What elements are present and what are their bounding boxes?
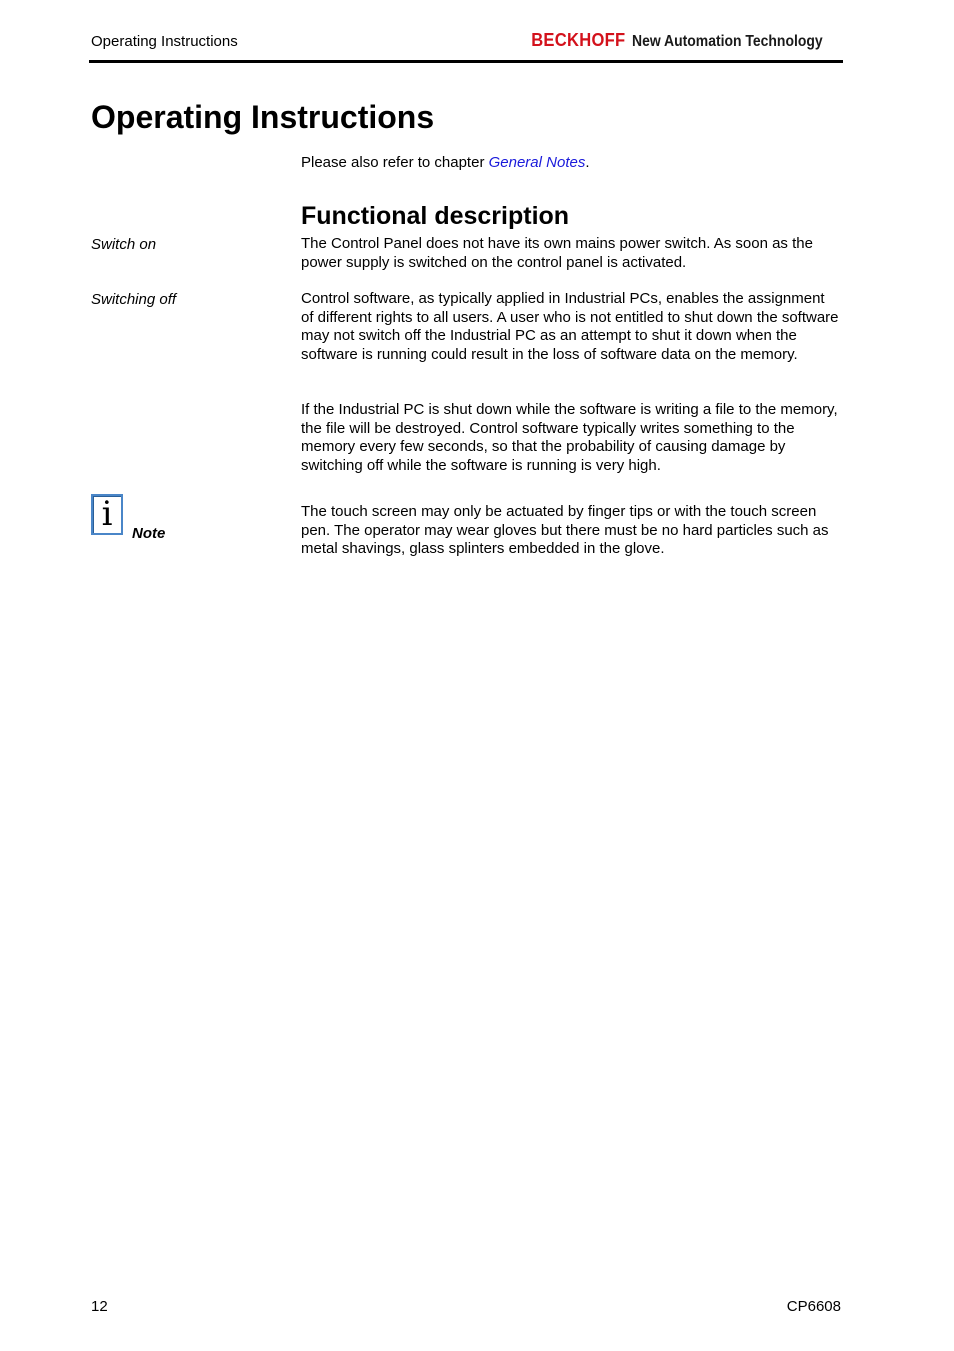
switching-off-text-2: If the Industrial PC is shut down while the software is writing a file to the memory, the file will be destroyed. Control software typically writes something to the memory every few seconds, so that the probability of causing damage by switching off while the software is running is very high. (301, 401, 838, 474)
switching-off-label: Switching off (91, 291, 177, 308)
product-name: CP6608 (786, 1298, 841, 1315)
switch-on-label: Switch on (91, 236, 157, 253)
switch-on-text: The Control Panel does not have its own mains power switch. As soon as the power supply is switched on the control panel is activated. (301, 235, 813, 271)
header-divider (89, 60, 843, 63)
general-notes-link[interactable]: General Notes (488, 154, 586, 171)
section-title: Functional description (301, 202, 570, 230)
brand-name: BECKHOFF (530, 30, 626, 50)
note-label: Note (132, 525, 166, 542)
switching-off-text-1: Control software, as typically applied in Industrial PCs, enables the assignment of different rights to all users. A user who is not entitled to shut down the software may not switch off the Industrial PC as an attempt to shut it down when the software is running could result in the loss of software data on the memory. (301, 290, 839, 363)
intro-prefix: Please also refer to chapter (301, 154, 489, 171)
note-text: The touch screen may only be actuated by finger tips or with the touch screen pen. The operator may wear gloves but there must be no hard particles such as metal shavings, glass splinters embedded in the glove. (301, 503, 829, 558)
page-number: 12 (91, 1298, 108, 1315)
brand-tagline: New Automation Technology (632, 33, 823, 50)
intro-suffix: . (585, 154, 590, 171)
intro-paragraph (301, 154, 841, 173)
header-section-title: Operating Instructions (91, 33, 238, 50)
brand-logo (523, 30, 844, 51)
page-title: Operating Instructions (91, 99, 435, 135)
info-icon (91, 494, 123, 535)
info-icon-glyph: i (101, 493, 113, 534)
